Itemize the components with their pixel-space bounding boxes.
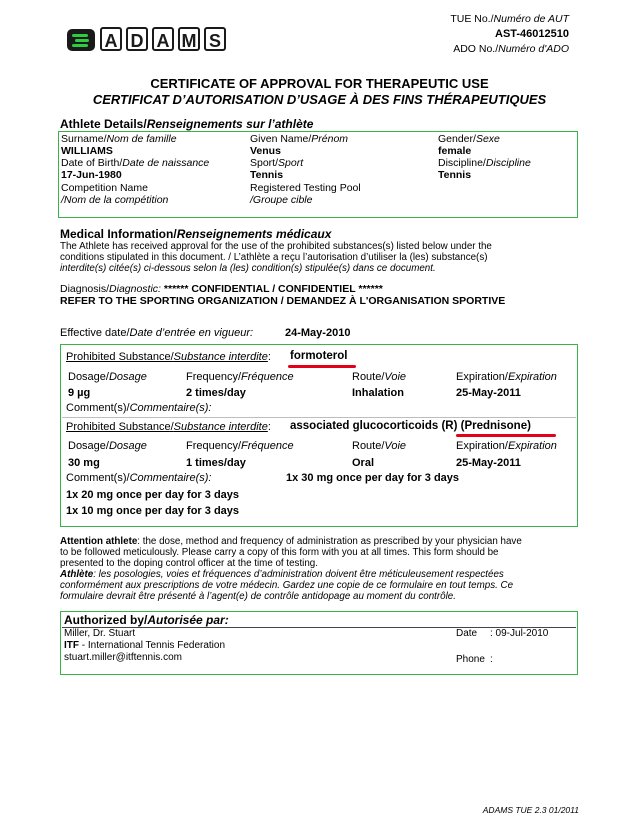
comment-label-fr: Commentaire(s): bbox=[129, 402, 212, 414]
authorizer-name: Miller, Dr. Stuart bbox=[64, 628, 136, 639]
expiration-value: 25-May-2011 bbox=[456, 387, 521, 399]
dob-label-fr: Date de naissance bbox=[122, 157, 210, 169]
route-label-en: Route/ bbox=[352, 371, 385, 383]
footer-version: ADAMS TUE 2.3 01/2011 bbox=[482, 805, 579, 815]
authorized-title-en: Authorized by/ bbox=[64, 613, 148, 627]
phone-value: : bbox=[490, 654, 493, 665]
medical-section-title bbox=[60, 227, 331, 241]
attention-en-3: presented to the doping control officer at the time of testing. bbox=[60, 558, 318, 569]
authorized-title bbox=[64, 613, 229, 627]
approval-text-2: conditions stipulated in this document. / L’athlète a reçu l’autorisation d’utiliser la (les) substance(s) bbox=[60, 252, 488, 263]
attention-fr-2: conformément aux prescriptions de votre médecin. Gardez une copie de ce formulaire en tout temps. Ce bbox=[60, 580, 514, 591]
surname-label-en: Surname/ bbox=[61, 133, 107, 145]
gender-value: female bbox=[438, 145, 472, 157]
comment-value: 1x 20 mg once per day for 3 days bbox=[66, 489, 240, 501]
route-label-fr: Voie bbox=[384, 371, 407, 383]
comment-value: 1x 10 mg once per day for 3 days bbox=[66, 505, 240, 517]
org-abbrev: ITF bbox=[64, 640, 79, 651]
sport-label-en: Sport/ bbox=[250, 157, 279, 169]
diagnosis-value: ****** CONFIDENTIAL / CONFIDENTIEL ****** bbox=[160, 283, 383, 295]
surname-label bbox=[61, 133, 177, 145]
freq-label-fr: Fréquence bbox=[241, 440, 294, 452]
substance-label-en: Prohibited Substance/ bbox=[66, 421, 174, 433]
phone-label: Phone bbox=[456, 654, 485, 665]
given-label-fr: Prénom bbox=[311, 133, 349, 145]
rtp-label: Registered Testing Pool bbox=[250, 182, 361, 194]
surname-label-fr: Nom de famille bbox=[106, 133, 177, 145]
diagnosis-label-fr: Diagnostic: bbox=[109, 283, 161, 295]
logo-letter: D bbox=[126, 27, 148, 51]
frequency-value: 1 times/day bbox=[186, 457, 246, 469]
dob-label-en: Date of Birth/ bbox=[61, 157, 123, 169]
athlete-section-fr: Renseignements sur l’athlète bbox=[146, 117, 314, 131]
substance-label-fr: Substance interdite bbox=[173, 421, 268, 433]
frequency-label bbox=[186, 371, 294, 383]
sport-value: Tennis bbox=[250, 169, 284, 181]
competition-label-fr: /Nom de la compétition bbox=[61, 194, 169, 206]
attention-en-2: to be followed meticulously. Please carry a copy of this form with you at all times. This form should be bbox=[60, 547, 499, 558]
exp-label-fr: Expiration bbox=[507, 440, 557, 452]
highlight-underline bbox=[456, 434, 556, 437]
discipline-label-fr: Discipline bbox=[485, 157, 531, 169]
dosage-value: 30 mg bbox=[68, 457, 100, 469]
tue-label-en: TUE No./ bbox=[450, 13, 494, 25]
substance-1-label: Prohibited Substance/Substance interdite: bbox=[66, 351, 271, 363]
given-name-value: Venus bbox=[250, 145, 281, 157]
effective-date-value: 24-May-2010 bbox=[285, 327, 351, 339]
refer-text: REFER TO THE SPORTING ORGANIZATION / DEMANDEZ À L'ORGANISATION SPORTIVE bbox=[60, 295, 506, 307]
attention-en-1 bbox=[60, 536, 522, 547]
gender-label-en: Gender/ bbox=[438, 133, 476, 145]
expiration-value: 25-May-2011 bbox=[456, 457, 521, 469]
discipline-value: Tennis bbox=[438, 169, 472, 181]
rtp-label-fr: /Groupe cible bbox=[250, 194, 313, 206]
ado-number-label bbox=[453, 43, 569, 55]
dosage-value: 9 µg bbox=[68, 387, 91, 399]
substance-2-name-main: associated glucocorticoids (R) bbox=[290, 420, 458, 432]
adams-logo-icon bbox=[67, 29, 95, 51]
medical-section-en: Medical Information/ bbox=[60, 227, 177, 241]
expiration-label bbox=[456, 371, 557, 383]
gender-label bbox=[438, 133, 500, 145]
discipline-label-en: Discipline/ bbox=[438, 157, 486, 169]
diagnosis-line bbox=[60, 283, 383, 295]
substance-label-link bbox=[66, 421, 268, 433]
tue-number-value: AST-46012510 bbox=[495, 28, 569, 40]
substance-2-name-extra: (Prednisone) bbox=[460, 420, 531, 432]
dosage-label-en: Dosage/ bbox=[68, 371, 109, 383]
title-en: CERTIFICATE OF APPROVAL FOR THERAPEUTIC USE bbox=[150, 76, 489, 91]
route-value: Oral bbox=[352, 457, 375, 469]
dob-value: 17-Jun-1980 bbox=[61, 169, 122, 181]
exp-label-fr: Expiration bbox=[507, 371, 557, 383]
dosage-label-fr: Dosage bbox=[108, 371, 147, 383]
freq-label-en: Frequency/ bbox=[186, 440, 242, 452]
approval-text-fr: interdite(s) citée(s) ci-dessous selon la (les) condition(s) stipulée(s) dans ce document. bbox=[60, 263, 436, 274]
expiration-label bbox=[456, 440, 557, 452]
logo-letter: S bbox=[204, 27, 226, 51]
substance-label-link bbox=[66, 351, 268, 363]
attention-fr-1 bbox=[60, 569, 504, 580]
sport-label bbox=[250, 157, 303, 169]
substance-2-name bbox=[290, 420, 531, 432]
authorized-title-fr: Autorisée par: bbox=[147, 613, 229, 627]
sport-label-fr: Sport bbox=[278, 157, 304, 169]
athlete-section-en: Athlete Details/ bbox=[60, 117, 147, 131]
attention-text: : the dose, method and frequency of administration as prescribed by your physician have bbox=[137, 536, 522, 547]
attention-fr-label: Athlète bbox=[60, 569, 94, 580]
route-label bbox=[352, 440, 406, 452]
effective-label-en: Effective date/ bbox=[60, 327, 130, 339]
substance-2-label: Prohibited Substance/Substance interdite: bbox=[66, 421, 271, 433]
freq-label-en: Frequency/ bbox=[186, 371, 242, 383]
exp-label-en: Expiration/ bbox=[456, 371, 508, 383]
tue-number-label bbox=[450, 13, 569, 25]
attention-fr-text: : les posologies, voies et fréquences d’administration doivent être méticuleusement respectées bbox=[93, 569, 504, 580]
frequency-value: 2 times/day bbox=[186, 387, 246, 399]
comment-label bbox=[66, 472, 211, 484]
org-name: - International Tennis Federation bbox=[79, 640, 226, 651]
comment-label-fr: Commentaire(s): bbox=[129, 472, 212, 484]
gender-label-fr: Sexe bbox=[475, 133, 500, 145]
authorizer-org bbox=[64, 640, 225, 651]
medical-section-fr: Renseignements médicaux bbox=[176, 227, 332, 241]
freq-label-fr: Fréquence bbox=[241, 371, 294, 383]
ado-label-fr: Numéro d'ADO bbox=[498, 43, 569, 55]
highlight-underline bbox=[288, 365, 356, 368]
date-value: : 09-Jul-2010 bbox=[490, 628, 549, 639]
authorizer-email: stuart.miller@itftennis.com bbox=[64, 652, 182, 663]
dosage-label bbox=[68, 371, 147, 383]
comment-label bbox=[66, 402, 211, 414]
discipline-label bbox=[438, 157, 531, 169]
dob-label bbox=[61, 157, 209, 169]
attention-fr-3: formulaire devrait être présenté à l’agent(e) de contrôle antidopage au moment du contrôle. bbox=[60, 591, 456, 602]
substance-1-name: formoterol bbox=[290, 350, 348, 362]
tue-label-fr: Numéro de AUT bbox=[493, 13, 569, 25]
comment-label-en: Comment(s)/ bbox=[66, 472, 130, 484]
route-label-fr: Voie bbox=[384, 440, 407, 452]
substance-label-fr: Substance interdite bbox=[173, 351, 268, 363]
route-label bbox=[352, 371, 406, 383]
title-fr: CERTIFICAT D’AUTORISATION D’USAGE À DES FINS THÉRAPEUTIQUES bbox=[92, 92, 547, 107]
route-label-en: Route/ bbox=[352, 440, 385, 452]
given-name-label bbox=[250, 133, 348, 145]
competition-label: Competition Name bbox=[61, 182, 148, 194]
logo-letter: M bbox=[178, 27, 200, 51]
substance-divider bbox=[62, 417, 576, 418]
exp-label-en: Expiration/ bbox=[456, 440, 508, 452]
effective-label-fr: Date d’entrée en vigueur: bbox=[129, 327, 254, 339]
frequency-label bbox=[186, 440, 294, 452]
approval-text-1: The Athlete has received approval for the use of the prohibited substances(s) listed below under the bbox=[60, 241, 492, 252]
effective-date-line bbox=[60, 327, 253, 339]
dosage-label bbox=[68, 440, 147, 452]
substance-label-en: Prohibited Substance/ bbox=[66, 351, 174, 363]
surname-value: WILLIAMS bbox=[61, 145, 113, 157]
ado-label-en: ADO No./ bbox=[453, 43, 499, 55]
given-label-en: Given Name/ bbox=[250, 133, 312, 145]
logo-letter: A bbox=[152, 27, 174, 51]
athlete-section-title bbox=[60, 117, 313, 131]
comment-label-en: Comment(s)/ bbox=[66, 402, 130, 414]
date-label: Date bbox=[456, 628, 478, 639]
attention-label: Attention athlete bbox=[60, 536, 138, 547]
dosage-label-en: Dosage/ bbox=[68, 440, 109, 452]
logo-letter: A bbox=[100, 27, 122, 51]
dosage-label-fr: Dosage bbox=[108, 440, 147, 452]
comment-value: 1x 30 mg once per day for 3 days bbox=[286, 472, 460, 484]
diagnosis-label-en: Diagnosis/ bbox=[60, 283, 110, 295]
route-value: Inhalation bbox=[352, 387, 404, 399]
